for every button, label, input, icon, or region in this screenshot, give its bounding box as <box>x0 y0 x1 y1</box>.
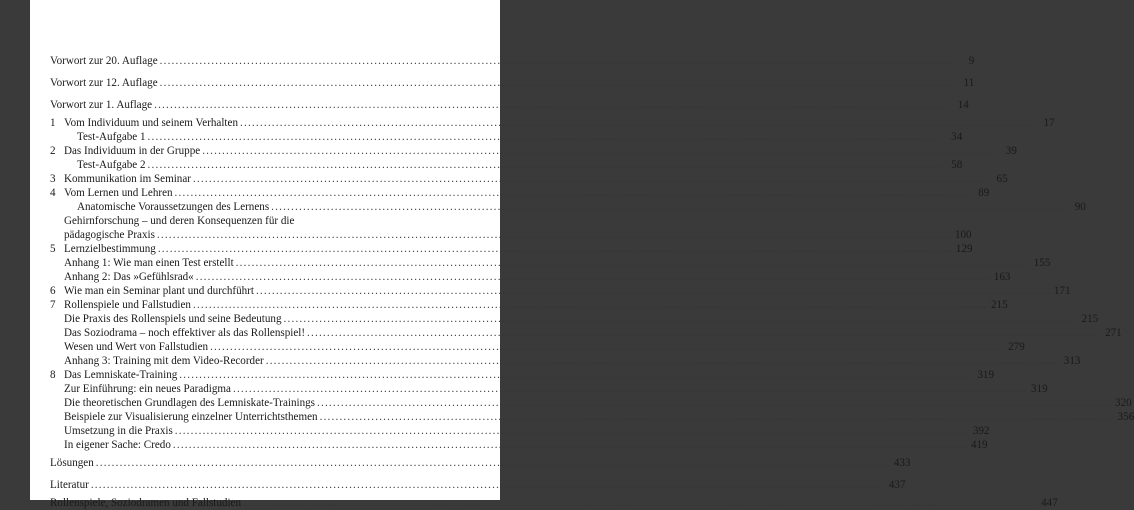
page-number: 433 <box>893 457 911 469</box>
entry-title: Test-Aufgabe 1 <box>77 131 146 143</box>
document-page <box>30 0 1134 509</box>
dot-leader: ........................................................................................................................................................................................................ <box>90 479 886 491</box>
page-number: 171 <box>1054 285 1071 297</box>
entry-title: Test-Aufgabe 2 <box>77 159 146 171</box>
page-number: 447 <box>1041 497 1058 509</box>
toc-entry <box>50 382 1048 396</box>
entry-title: Zur Einführung: ein neues Paradigma <box>64 383 231 395</box>
entry-title: Gehirnforschung – und deren Konsequenzen für die <box>64 215 295 227</box>
toc-entry <box>50 98 969 112</box>
chapter-number: 4 <box>50 187 56 199</box>
entry-title: Anhang 2: Das »Gefühlsrad« <box>64 271 194 283</box>
entry-title: Das Lemniskate-Training <box>64 369 178 381</box>
entry-title: Wie man ein Seminar plant und durchführt <box>64 285 254 297</box>
toc-entry <box>50 312 1099 326</box>
page-number: 320 <box>1115 397 1132 409</box>
page-number: 14 <box>957 99 969 111</box>
toc-entry <box>50 228 972 242</box>
dot-leader: ........................................................................................................................................................................................................ <box>232 383 1028 395</box>
dot-leader: ........................................................................................................................................................................................................ <box>271 201 1066 213</box>
toc-entry <box>50 130 963 144</box>
dot-leader: ........................................................................................................................................................................................................ <box>95 457 891 469</box>
chapter-number: 2 <box>50 145 56 157</box>
chapter-number: 5 <box>50 243 56 255</box>
dot-leader: ........................................................................................................................................................................................................ <box>243 497 1038 509</box>
toc-entry <box>50 396 1132 410</box>
chapter-number: 3 <box>50 173 56 185</box>
toc-entry <box>50 326 1122 340</box>
page-number: 356 <box>1117 411 1134 423</box>
entry-title: Rollenspiele, Soziodramen und Fallstudien <box>50 497 242 509</box>
entry-title: Die theoretischen Grundlagen des Lemniskate-Trainings <box>64 397 315 409</box>
dot-leader: ........................................................................................................................................................................................................ <box>235 257 1031 269</box>
dot-leader: ........................................................................................................................................................................................................ <box>319 411 1115 423</box>
page-number: 58 <box>951 159 963 171</box>
entry-title: Vom Individuum und seinem Verhalten <box>64 117 238 129</box>
dot-leader: ........................................................................................................................................................................................................ <box>317 397 1112 409</box>
dot-leader: ........................................................................................................................................................................................................ <box>156 229 952 241</box>
toc-entry <box>50 340 1025 354</box>
toc-entry <box>50 158 963 172</box>
entry-title: Vorwort zur 1. Auflage <box>50 99 153 111</box>
dot-leader: ........................................................................................................................................................................................................ <box>157 243 953 255</box>
entry-title: Anhang 1: Wie man einen Test erstellt <box>64 257 234 269</box>
dot-leader: ........................................................................................................................................................................................................ <box>147 159 943 171</box>
dot-leader: ........................................................................................................................................................................................................ <box>255 285 1051 297</box>
entry-title: Vorwort zur 12. Auflage <box>50 77 158 89</box>
toc-entry <box>50 410 1134 424</box>
dot-leader: ........................................................................................................................................................................................................ <box>240 117 1035 129</box>
chapter-number: 1 <box>50 117 56 129</box>
dot-leader: ........................................................................................................................................................................................................ <box>159 55 955 67</box>
toc-entry <box>50 368 994 382</box>
entry-title: Rollenspiele und Fallstudien <box>64 299 191 311</box>
page-number: 419 <box>970 439 988 451</box>
dot-leader: ........................................................................................................................................................................................................ <box>179 369 974 381</box>
page-number: 90 <box>1074 201 1086 213</box>
entry-title: Kommunikation im Seminar <box>64 173 191 185</box>
page-number: 89 <box>978 187 990 199</box>
toc-entry <box>50 200 1086 214</box>
dot-leader: ........................................................................................................................................................................................................ <box>147 131 943 143</box>
entry-title: Das Soziodrama – noch effektiver als das Rollenspiel! <box>64 327 306 339</box>
dot-leader: ........................................................................................................................................................................................................ <box>202 145 997 157</box>
chapter-number: 8 <box>50 369 56 381</box>
entry-title: Umsetzung in die Praxis <box>64 425 173 437</box>
dot-leader: ........................................................................................................................................................................................................ <box>159 77 955 89</box>
entry-title: Anhang 3: Training mit dem Video-Recorder <box>64 355 264 367</box>
toc-entry <box>50 270 1011 284</box>
toc-entry <box>50 438 988 452</box>
dot-leader: ........................................................................................................................................................................................................ <box>195 271 991 283</box>
page-number: 39 <box>1005 145 1017 157</box>
toc-entry <box>50 54 975 68</box>
dot-leader: ........................................................................................................................................................................................................ <box>192 173 988 185</box>
toc-entry <box>50 456 911 470</box>
entry-title: Die Praxis des Rollenspiels und seine Bedeutung <box>64 313 282 325</box>
dot-leader: ........................................................................................................................................................................................................ <box>172 439 968 451</box>
dot-leader: ........................................................................................................................................................................................................ <box>174 425 970 437</box>
dot-leader: ........................................................................................................................................................................................................ <box>307 327 1102 339</box>
dot-leader: ........................................................................................................................................................................................................ <box>174 187 970 199</box>
page-number: 392 <box>972 425 990 437</box>
entry-title: Das Individuum in der Gruppe <box>64 145 201 157</box>
toc-entry <box>50 116 1055 130</box>
toc-entry <box>50 144 1017 158</box>
entry-title: Literatur <box>50 479 89 491</box>
page-number: 65 <box>996 173 1008 185</box>
page-number: 34 <box>951 131 963 143</box>
entry-title: Beispiele zur Visualisierung einzelner Unterrichtsthemen <box>64 411 318 423</box>
entry-title: Vorwort zur 20. Auflage <box>50 55 158 67</box>
page-number: 319 <box>977 369 994 381</box>
dot-leader: ........................................................................................................................................................................................................ <box>265 355 1061 367</box>
dot-leader: ........................................................................................................................................................................................................ <box>283 313 1079 325</box>
page-number: 437 <box>888 479 906 491</box>
toc-entry <box>50 76 975 90</box>
entry-title: Lernzielbestimmung <box>64 243 156 255</box>
toc-entry <box>50 298 1008 312</box>
page-number: 271 <box>1105 327 1122 339</box>
chapter-number: 7 <box>50 299 56 311</box>
toc-entry <box>50 256 1051 270</box>
entry-title: Vom Lernen und Lehren <box>64 187 173 199</box>
page-number: 11 <box>963 77 975 89</box>
page-number: 100 <box>954 229 972 241</box>
dot-leader: ........................................................................................................................................................................................................ <box>210 341 1005 353</box>
page-number: 279 <box>1008 341 1025 353</box>
toc-entry <box>50 496 1058 510</box>
page-number: 155 <box>1033 257 1051 269</box>
page-number: 215 <box>991 299 1008 311</box>
page-number: 9 <box>968 55 975 67</box>
chapter-number: 6 <box>50 285 56 297</box>
toc-entry <box>50 284 1071 298</box>
entry-title: In eigener Sache: Credo <box>64 439 171 451</box>
toc-entry <box>50 172 1008 186</box>
entry-title: Anatomische Voraussetzungen des Lernens <box>77 201 270 213</box>
page-number: 319 <box>1031 383 1048 395</box>
toc-entry <box>50 186 990 200</box>
toc-entry <box>50 214 447 228</box>
page-number: 215 <box>1081 313 1099 325</box>
toc-entry <box>50 354 1081 368</box>
entry-title: Wesen und Wert von Fallstudien <box>64 341 209 353</box>
page-number: 129 <box>955 243 973 255</box>
page-number: 163 <box>993 271 1011 283</box>
page-number: 17 <box>1043 117 1055 129</box>
toc-entry <box>50 424 990 438</box>
toc-entry <box>50 478 906 492</box>
dot-leader: ........................................................................................................................................................................................................ <box>192 299 988 311</box>
page-number: 313 <box>1063 355 1081 367</box>
entry-title: pädagogische Praxis <box>64 229 155 241</box>
dot-leader: ........................................................................................................................................................................................................ <box>154 99 949 111</box>
entry-title: Lösungen <box>50 457 94 469</box>
toc-entry <box>50 242 973 256</box>
